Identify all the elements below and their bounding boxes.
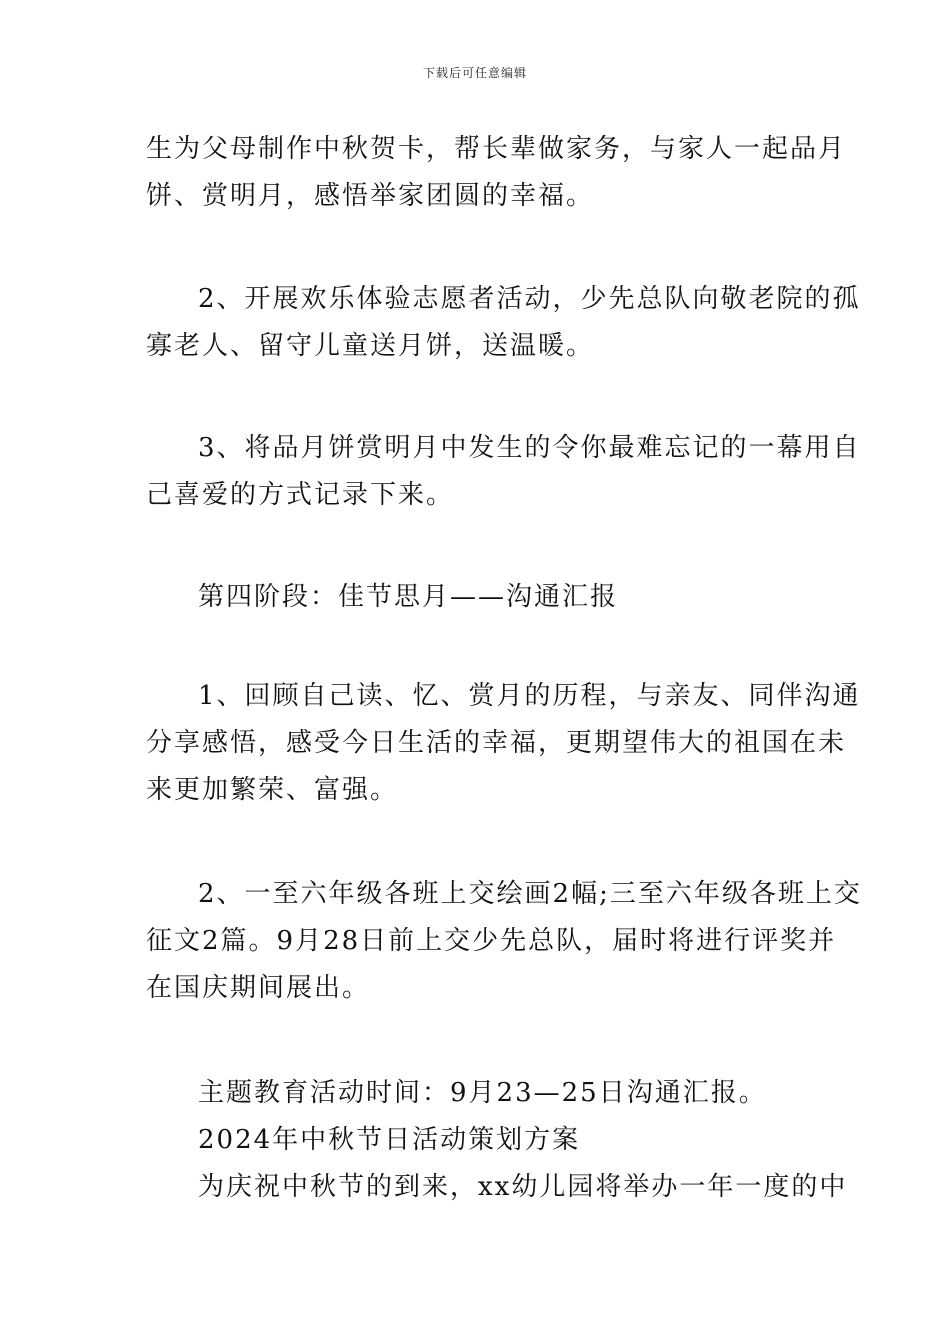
paragraph-volunteer-activity: [146, 276, 861, 370]
paragraph-review-share: [146, 673, 861, 814]
text-line: 为庆祝中秋节的到来，xx幼儿园将举办一年一度的中: [198, 1172, 848, 1202]
paragraph-submissions: [146, 871, 862, 1012]
document-subtitle: [146, 1117, 814, 1164]
text-line: 分享感悟，感受今日生活的幸福，更期望伟大的祖国在未: [146, 728, 847, 758]
text-line: 2024年中秋节日活动策划方案: [198, 1125, 581, 1155]
text-line: 寡老人、留守儿童送月饼，送温暖。: [146, 331, 595, 361]
text-line: 2、开展欢乐体验志愿者活动，少先总队向敬老院的孤: [198, 284, 861, 314]
text-line: 己喜爱的方式记录下来。: [146, 480, 455, 510]
header-note: 下载后可任意编辑: [422, 66, 527, 80]
paragraph-family-activities: [146, 126, 847, 220]
text-line: 1、回顾自己读、忆、赏月的历程，与亲友、同伴沟通: [198, 681, 861, 711]
text-line: 2、一至六年级各班上交绘画2幅;三至六年级各班上交: [198, 879, 862, 909]
text-line: 主题教育活动时间：9月23—25日沟通汇报。: [198, 1078, 767, 1108]
text-line: 饼、赏明月，感悟举家团圆的幸福。: [146, 181, 595, 211]
paragraph-record-memory: [146, 425, 861, 519]
text-line: 3、将品月饼赏明月中发生的令你最难忘记的一幕用自: [198, 433, 861, 463]
text-line: 生为父母制作中秋贺卡，帮长辈做家务，与家人一起品月: [146, 134, 847, 164]
text-line: 第四阶段：佳节思月——沟通汇报: [198, 582, 619, 612]
text-line: 在国庆期间展出。: [146, 973, 371, 1003]
paragraph-intro: [146, 1164, 848, 1211]
section-heading-stage-four: [146, 574, 814, 621]
text-line: 来更加繁荣、富强。: [146, 775, 399, 805]
paragraph-activity-time: [146, 1070, 814, 1117]
text-line: 征文2篇。9月28日前上交少先总队，届时将进行评奖并: [146, 926, 837, 956]
